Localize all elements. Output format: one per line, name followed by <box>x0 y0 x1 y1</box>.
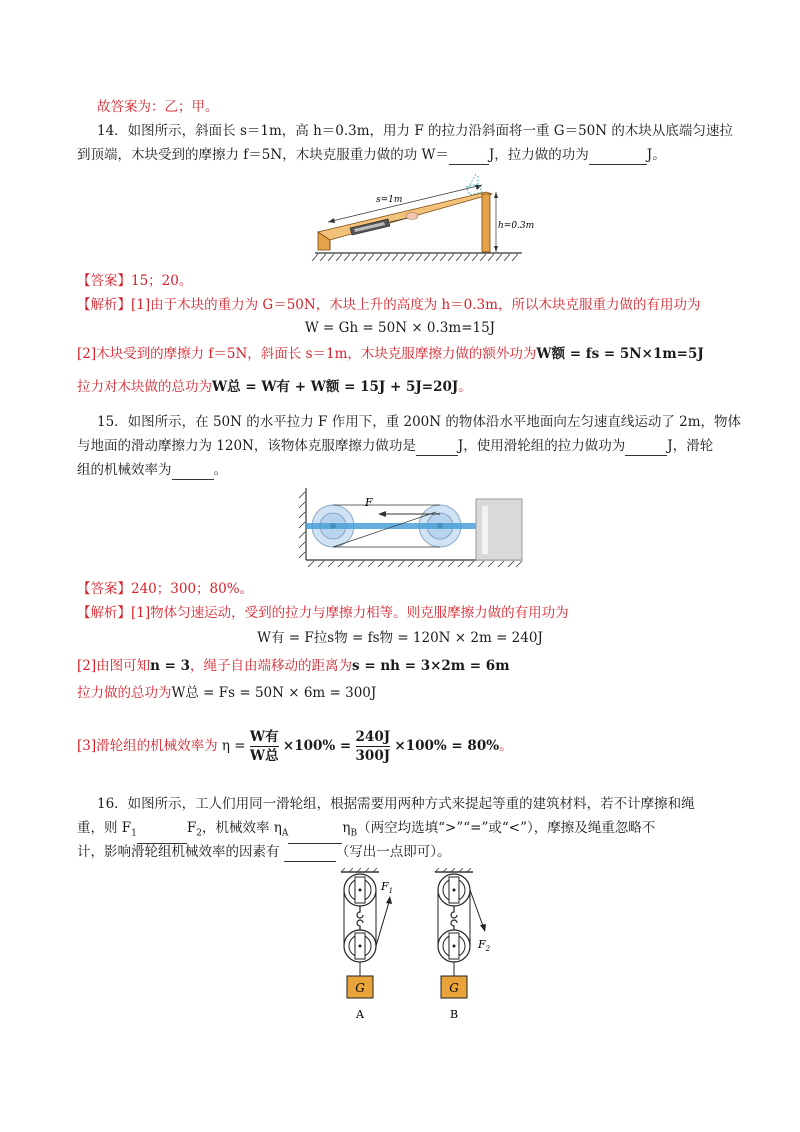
q15-explanation-4: [3]滑轮组的机械效率为 <box>77 738 218 754</box>
q15-fraction-2-num: 240J <box>355 729 391 745</box>
q16-text-part1: 重，则 F <box>77 820 132 836</box>
q15-text-line3 <box>77 460 227 480</box>
q15-text-part5: 。 <box>213 462 227 478</box>
q16-text-part2: F <box>186 820 197 836</box>
q14-text-part2: J，拉力做的功为 <box>488 147 589 163</box>
q15-blank-2 <box>625 455 667 456</box>
incline-figure <box>310 170 535 265</box>
q15-explanation-4-end: 。 <box>499 738 513 754</box>
q15-fraction-1 <box>250 728 279 765</box>
q15-answer: 【答案】240；300；80%。 <box>77 581 254 597</box>
q15-text-line1: 15．如图所示，在 50N 的水平拉力 F 作用下，重 200N 的物体沿水平地面向左匀速直线运动了 2m，物体 <box>97 414 742 430</box>
q14-formula-3: W总 = W有 + W额 = 15J + 5J=20J <box>212 379 459 395</box>
q14-blank-2 <box>589 164 647 165</box>
previous-answer-line: 故答案为：乙；甲。 <box>97 99 219 115</box>
weight-a-label: G <box>355 981 365 995</box>
q16-text-part5: （两空均选填“>”“=”或“<”），摩擦及绳重忽略不 <box>357 820 656 836</box>
q15-blank-3 <box>172 479 214 480</box>
q16-text-line3 <box>77 842 451 862</box>
q15-eta-symbol: η = <box>221 738 246 754</box>
q14-text-part3: J。 <box>646 147 666 163</box>
q14-explanation-2-line <box>77 344 704 364</box>
q16-text-line1: 16．如图所示，工人们用同一滑轮组，根据需要用两种方式来提起等重的建筑材料，若不计摩擦和绳 <box>97 796 695 812</box>
q14-explanation-2: [2]木块受到的摩擦力 f＝5N，斜面长 s＝1m，木块克服摩擦力做的额外功为 <box>77 346 537 362</box>
incline-s-label: s=1m <box>376 195 403 205</box>
q15-text-part3: J，滑轮 <box>667 438 714 454</box>
q14-blank-1 <box>449 164 489 165</box>
label-b: B <box>449 1008 459 1021</box>
q14-answer: 【答案】15；20。 <box>77 273 193 289</box>
q16-blank-3 <box>284 861 336 862</box>
q15-explanation-1: 【解析】[1]物体匀速运动，受到的拉力与摩擦力相等。则克服摩擦力做的有用功为 <box>77 605 569 621</box>
q15-explanation-2: [2]由图可知 <box>77 658 151 674</box>
q15-explanation-3: 拉力做的总功为 <box>77 685 172 701</box>
q15-text-part2: J，使用滑轮组的拉力做功为 <box>457 438 626 454</box>
q16-sub-2: 2 <box>196 828 203 839</box>
pulley-system-b <box>435 868 491 1021</box>
q15-formula-end: ×100% = 80% <box>394 738 500 754</box>
q14-explanation-3: 拉力对木块做的总功为 <box>77 379 212 395</box>
q16-text-part7: （写出一点即可）。 <box>335 844 451 860</box>
q15-fraction-1-num: W有 <box>249 729 279 745</box>
q15-formula-1: W有 = F拉s物 = fs物 = 120N × 2m = 240J <box>257 630 543 646</box>
q14-formula-1: W = Gh = 50N × 0.3m=15J <box>304 320 496 336</box>
q16-text-part4: η <box>342 820 351 836</box>
q15-fraction-2-den: 300J <box>355 748 391 764</box>
pulley15-f-label: F <box>365 496 373 509</box>
f2-label: $F_2$ <box>478 938 491 953</box>
horizontal-pulley-figure <box>296 484 528 568</box>
q16-sub-3: A <box>281 828 289 839</box>
q14-explanation-3-line <box>77 377 472 397</box>
q15-explanation-2-line <box>77 656 509 676</box>
q14-explanation-1: 【解析】[1]由于木块的重力为 G＝50N，木块上升的高度为 h＝0.3m，所以木块克服重力做的有用功为 <box>77 297 701 313</box>
q15-text-part1: 与地面的滑动摩擦力为 120N，该物体克服摩擦力做功是 <box>77 438 416 454</box>
q15-n-value: n = 3 <box>150 658 191 674</box>
f1-label: $F_1$ <box>381 880 394 895</box>
pulley-system-a <box>341 868 393 1021</box>
q16-sub-1: 1 <box>131 828 137 839</box>
q15-formula-2: s = nh = 3×2m = 6m <box>352 658 510 674</box>
q14-explanation-3-end: 。 <box>458 379 472 395</box>
q16-text-line2 <box>77 818 655 844</box>
q15-text-part4: 组的机械效率为 <box>77 462 172 478</box>
q16-text-part3: ，机械效率 η <box>202 820 282 836</box>
incline-h-label: h=0.3m <box>498 221 535 231</box>
q14-text-line2 <box>77 145 666 165</box>
q15-explanation-4-line <box>77 724 513 768</box>
q14-text-line1: 14．如图所示，斜面长 s＝1m，高 h＝0.3m，用力 F 的拉力沿斜面将一重 G＝50N 的木块从底端匀速拉 <box>97 123 733 139</box>
q14-text-part1: 到顶端，木块受到的摩擦力 f＝5N，木块克服重力做的功 W＝ <box>77 147 449 163</box>
q15-formula-mid: ×100% = <box>282 738 352 754</box>
q14-formula-2: W额 = fs = 5N×1m=5J <box>536 346 704 362</box>
q15-blank-1 <box>416 455 458 456</box>
label-a: A <box>356 1008 364 1021</box>
vertical-pulley-figure <box>333 868 503 1024</box>
q16-sub-4: B <box>350 828 358 839</box>
q15-fraction-2 <box>356 728 391 765</box>
q15-text-line2 <box>77 436 713 456</box>
q16-text-part6: 计，影响滑轮组机械效率的因素有 <box>77 844 284 860</box>
q15-fraction-1-den: W总 <box>249 748 279 764</box>
weight-b-label: G <box>449 981 459 995</box>
q15-formula-3: W总 = Fs = 50N × 6m = 300J <box>171 685 377 701</box>
q15-explanation-3-line <box>77 683 376 703</box>
q15-explanation-2b: ，绳子自由端移动的距离为 <box>190 658 353 674</box>
